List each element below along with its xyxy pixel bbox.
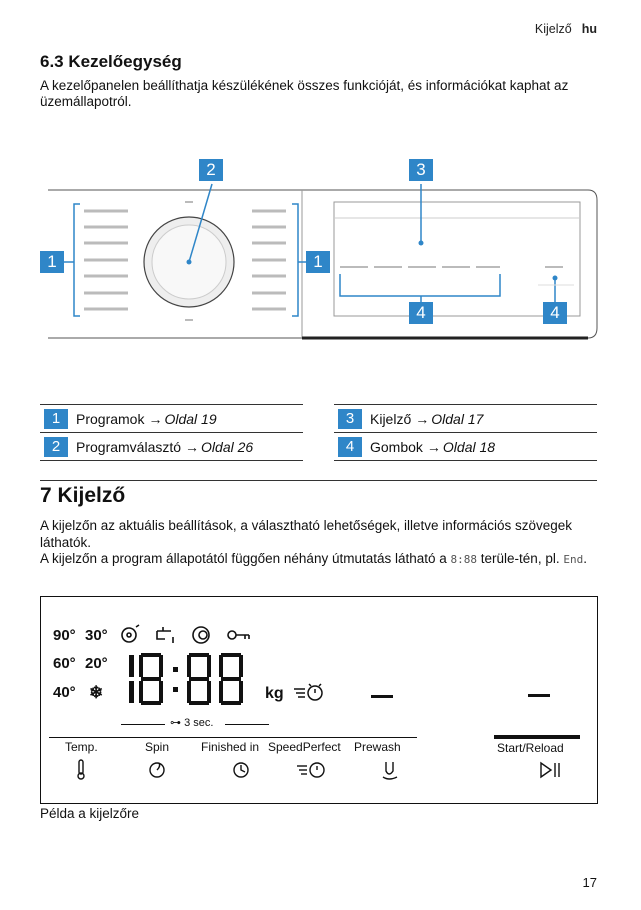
legend-label: Gombok — [370, 438, 423, 455]
legend-num: 3 — [338, 409, 362, 429]
temp-button-label[interactable]: Temp. — [65, 740, 98, 754]
spin-button-label[interactable]: Spin — [145, 740, 170, 754]
page-number: 17 — [582, 875, 597, 890]
legend-num: 4 — [338, 437, 362, 457]
legend-num: 1 — [44, 409, 68, 429]
legend-row — [334, 404, 597, 432]
program-lines-left — [84, 211, 128, 309]
section-title-7: 7 Kijelző — [40, 484, 126, 507]
start-reload-button-label[interactable]: Start/Reload — [497, 741, 564, 755]
callout-4-left: 4 — [409, 302, 433, 324]
legend-page-link[interactable]: Oldal 19 — [164, 410, 217, 427]
lock-hint: ⊶ 3 sec. — [170, 717, 214, 729]
start-row-rule — [494, 735, 580, 739]
kg-unit: kg — [265, 685, 284, 702]
spin-icon — [150, 763, 164, 777]
legend-row — [40, 404, 303, 432]
temp-90[interactable]: 90° — [53, 627, 76, 644]
program-lines-right — [252, 211, 286, 309]
speedperfect-icon — [297, 763, 324, 777]
legend-page-link[interactable]: Oldal 18 — [442, 438, 496, 455]
prewash-button-label[interactable]: Prewash — [354, 740, 401, 754]
clock-icon — [234, 763, 248, 777]
arrow-icon: → — [148, 410, 163, 427]
prewash-icon — [383, 762, 397, 779]
callout-3: 3 — [409, 159, 433, 181]
thermometer-icon — [78, 760, 84, 779]
speedperfect-button-label[interactable]: SpeedPerfect — [268, 740, 341, 754]
time-segment-display — [127, 653, 247, 709]
display-example — [40, 596, 598, 804]
temp-30[interactable]: 30° — [85, 627, 108, 644]
legend-row — [334, 432, 597, 461]
speedperfect-icon-top — [293, 681, 329, 703]
intro-paragraph-2: A kijelzőn a program állapotától függően néhány útmutatás látható a 8:88 terüle-tén, pl. End. — [40, 551, 587, 566]
section-rule — [40, 480, 597, 481]
legend-num: 2 — [44, 437, 68, 457]
header-lang: hu — [581, 22, 597, 36]
drum-clean-icon — [193, 627, 209, 643]
callout-1-right: 1 — [306, 251, 330, 273]
finished-in-button-label[interactable]: Finished in — [201, 740, 260, 754]
temp-20[interactable]: 20° — [85, 655, 108, 672]
bracket-left — [74, 204, 80, 316]
button-icons — [71, 759, 591, 781]
legend-label: Kijelző — [370, 410, 412, 427]
header-section: Kijelző — [534, 22, 572, 36]
legend-page-link[interactable]: Oldal 17 — [431, 410, 484, 427]
running-header — [535, 22, 597, 36]
intro-paragraph-1: A kijelzőn az aktuális beállítások, a választható lehetőségek, illetve információs szövegek láthatók. — [40, 518, 573, 550]
callout-4-right: 4 — [543, 302, 567, 324]
key-icon: ⊶ — [170, 717, 181, 729]
legend-label: Programok — [76, 410, 145, 427]
legend-page-link[interactable]: Oldal 26 — [201, 438, 254, 455]
display-window — [334, 202, 580, 316]
temp-40[interactable]: 40° — [53, 684, 76, 701]
buttons-bracket — [340, 274, 500, 296]
callout-1-left: 1 — [40, 251, 64, 273]
dash-indicator-right — [528, 694, 550, 697]
legend-right — [334, 404, 597, 461]
callout-2: 2 — [199, 159, 223, 181]
key-icon — [228, 631, 249, 639]
arrow-icon: → — [185, 438, 200, 455]
bracket-right — [292, 204, 298, 316]
legend-left — [40, 404, 303, 461]
legend-label: Programválasztó — [76, 438, 182, 455]
dash-indicator-left — [371, 695, 393, 698]
arrow-icon: → — [415, 410, 430, 427]
temp-60[interactable]: 60° — [53, 655, 76, 672]
figure-caption: Példa a kijelzőre — [40, 806, 140, 821]
status-icons — [117, 623, 257, 647]
legend-row — [40, 432, 303, 461]
arrow-icon: → — [426, 438, 441, 455]
section-intro-7 — [40, 518, 600, 569]
section-intro-6-3: A kezelőpanelen beállíthatja készülékének összes funkcióját, és információkat kaphat az üzemállapotról. — [40, 78, 569, 109]
segment-digits: 8:88 — [450, 553, 478, 566]
tap-icon — [157, 627, 173, 643]
play-pause-icon — [541, 763, 559, 777]
button-row-rule — [49, 737, 417, 738]
stain-icon — [122, 625, 139, 642]
snowflake-icon: ❄ — [89, 683, 104, 702]
section-title-6-3: 6.3 Kezelőegység — [40, 52, 182, 71]
segment-end: End — [563, 553, 584, 566]
